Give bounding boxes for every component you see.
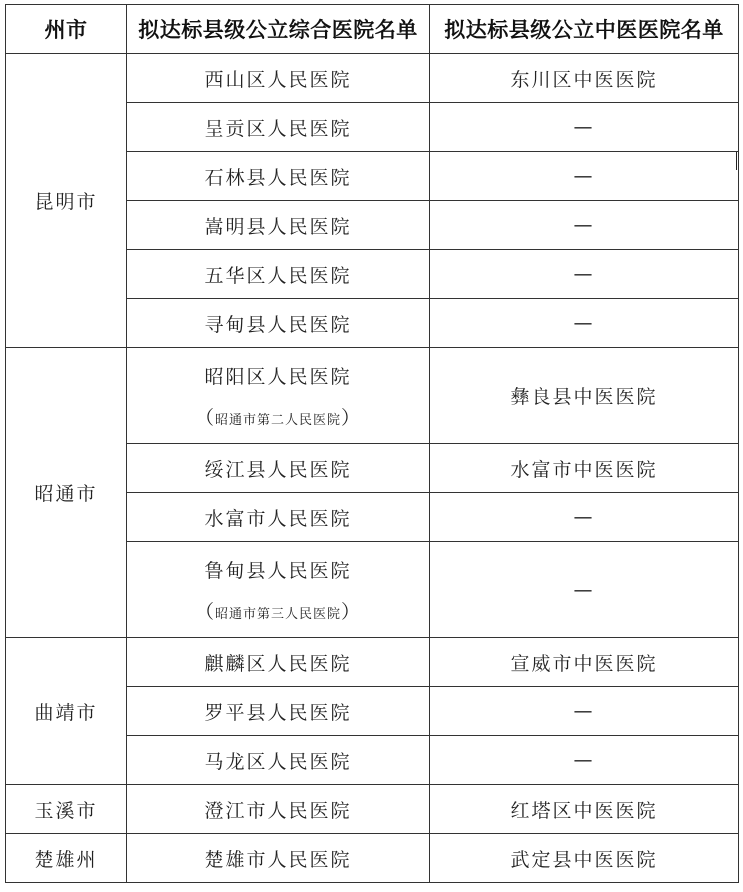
tcm-hospital-cell: — <box>430 687 739 736</box>
table-row <box>6 834 739 883</box>
header-row <box>6 5 739 54</box>
tcm-hospital-cell: — <box>430 493 739 542</box>
tcm-hospital-cell: — <box>430 152 739 201</box>
header-tcm-hospitals: 拟达标县级公立中医医院名单 <box>430 5 739 54</box>
tcm-hospital-cell: — <box>430 201 739 250</box>
general-hospital-cell: 罗平县人民医院 <box>127 687 430 736</box>
city-cell: 楚雄州 <box>6 834 127 883</box>
tcm-hospital-cell: — <box>430 542 739 638</box>
tcm-hospital-cell: — <box>430 250 739 299</box>
hospital-alias-note: （昭通市第三人民医院） <box>194 600 362 623</box>
hospital-alias-note: （昭通市第二人民医院） <box>194 406 362 429</box>
header-city: 州市 <box>6 5 127 54</box>
tcm-hospital-cell: 彝良县中医医院 <box>430 348 739 444</box>
city-cell: 昭通市 <box>6 348 127 638</box>
general-hospital-cell: 呈贡区人民医院 <box>127 103 430 152</box>
general-hospital-cell <box>127 348 430 444</box>
table-row <box>6 785 739 834</box>
tcm-hospital-cell: — <box>430 299 739 348</box>
table-row <box>6 638 739 687</box>
general-hospital-cell: 水富市人民医院 <box>127 493 430 542</box>
tcm-hospital-cell: 红塔区中医医院 <box>430 785 739 834</box>
general-hospital-cell: 楚雄市人民医院 <box>127 834 430 883</box>
header-general-hospitals: 拟达标县级公立综合医院名单 <box>127 5 430 54</box>
hospital-list-table <box>5 4 739 883</box>
general-hospital-cell: 澄江市人民医院 <box>127 785 430 834</box>
city-cell: 昆明市 <box>6 54 127 348</box>
text-cursor <box>736 152 737 170</box>
general-hospital-cell: 石林县人民医院 <box>127 152 430 201</box>
hospital-alias: 昭通市第三人民医院 <box>214 606 341 622</box>
general-hospital-cell: 麒麟区人民医院 <box>127 638 430 687</box>
city-cell: 曲靖市 <box>6 638 127 785</box>
general-hospital-cell: 寻甸县人民医院 <box>127 299 430 348</box>
tcm-hospital-cell: — <box>430 103 739 152</box>
hospital-alias: 昭通市第二人民医院 <box>214 412 341 428</box>
tcm-hospital-cell: 宣威市中医医院 <box>430 638 739 687</box>
general-hospital-cell: 西山区人民医院 <box>127 54 430 103</box>
tcm-hospital-cell: 水富市中医医院 <box>430 444 739 493</box>
general-hospital-cell <box>127 542 430 638</box>
tcm-hospital-cell: 东川区中医医院 <box>430 54 739 103</box>
general-hospital-cell: 马龙区人民医院 <box>127 736 430 785</box>
table-row <box>6 54 739 103</box>
tcm-hospital-cell: — <box>430 736 739 785</box>
general-hospital-cell: 绥江县人民医院 <box>127 444 430 493</box>
general-hospital-cell: 嵩明县人民医院 <box>127 201 430 250</box>
table-row <box>6 348 739 444</box>
hospital-name: 昭阳区人民医院 <box>204 365 352 388</box>
city-cell: 玉溪市 <box>6 785 127 834</box>
general-hospital-cell: 五华区人民医院 <box>127 250 430 299</box>
hospital-name: 鲁甸县人民医院 <box>204 559 352 582</box>
tcm-hospital-cell: 武定县中医医院 <box>430 834 739 883</box>
